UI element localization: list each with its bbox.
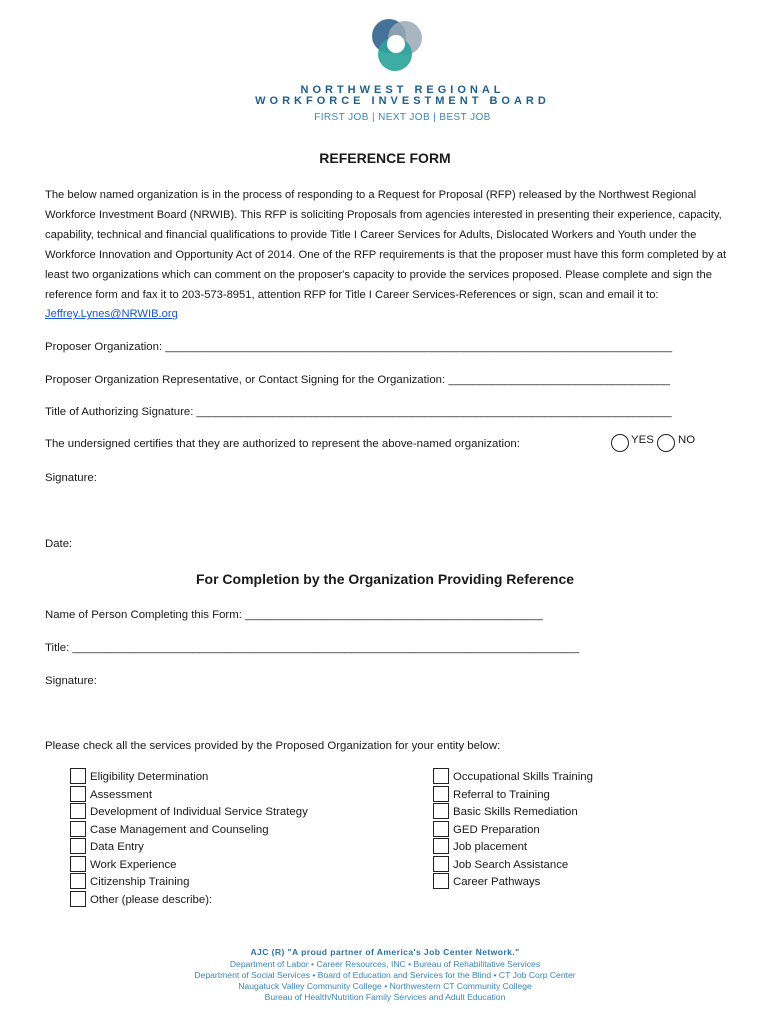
service-label: Citizenship Training <box>90 876 190 888</box>
proposer-representative-field[interactable]: Proposer Organization Representative, or Contact Signing for the Organization: ___________________________________ <box>45 374 671 386</box>
yes-radio[interactable] <box>611 434 629 452</box>
nrwib-logo <box>365 14 427 76</box>
reference-signature-field[interactable]: Signature: <box>45 675 97 687</box>
checkbox[interactable] <box>433 821 449 837</box>
tagline: FIRST JOB | NEXT JOB | BEST JOB <box>314 112 491 123</box>
title-field[interactable]: Title: ________________________________________________________________________________ <box>45 642 580 654</box>
checkbox[interactable] <box>433 803 449 819</box>
service-label: Development of Individual Service Strategy <box>90 806 308 818</box>
proposer-organization-field[interactable]: Proposer Organization: ________________________________________________________________________________ <box>45 341 673 353</box>
section-title-reference: For Completion by the Organization Providing Reference <box>195 571 575 587</box>
checkbox[interactable] <box>433 838 449 854</box>
checkbox[interactable] <box>433 786 449 802</box>
service-label: Job Search Assistance <box>453 858 569 871</box>
service-label: Other (please describe): <box>90 893 213 906</box>
checkbox[interactable] <box>70 768 86 784</box>
yes-label: YES <box>631 434 654 446</box>
certify-statement: The undersigned certifies that they are authorized to represent the above-named organization: <box>45 438 520 450</box>
checkbox[interactable] <box>70 856 86 872</box>
proposer-signature-field[interactable]: Signature: <box>45 472 97 484</box>
org-name-line1: NORTHWEST REGIONAL <box>300 84 505 96</box>
checkbox[interactable] <box>70 803 86 819</box>
services-check-prompt: Please check all the services provided by the Proposed Organization for your entity below: <box>45 740 501 752</box>
title-authorizing-signature-field[interactable]: Title of Authorizing Signature: ___________________________________________________________________________ <box>45 406 672 418</box>
checkbox[interactable] <box>70 786 86 802</box>
service-label: Assessment <box>90 788 153 801</box>
service-label: Occupational Skills Training <box>453 771 593 783</box>
checkbox[interactable] <box>70 821 86 837</box>
footer-line: Bureau of Health/Nutrition Family Services and Adult Education <box>264 992 506 1002</box>
service-label: Eligibility Determination <box>90 771 209 783</box>
date-field[interactable]: Date: <box>45 538 73 550</box>
footer-line: Department of Labor • Career Resources, INC • Bureau of Rehabilitative Services <box>229 959 541 969</box>
org-name-line2: WORKFORCE INVESTMENT BOARD <box>255 95 550 107</box>
footer-line: Naugatuck Valley Community College • Northwestern CT Community College <box>238 981 532 991</box>
checkbox[interactable] <box>433 856 449 872</box>
checkbox[interactable] <box>70 891 86 907</box>
checkbox[interactable] <box>433 768 449 784</box>
form-title: REFERENCE FORM <box>319 150 451 166</box>
no-label: NO <box>678 434 696 446</box>
footer-title: AJC (R) "A proud partner of America's Job Center Network." <box>250 947 520 957</box>
service-label: Work Experience <box>90 858 177 871</box>
name-of-person-field[interactable]: Name of Person Completing this Form: _______________________________________________ <box>45 609 543 621</box>
service-label: Data Entry <box>90 841 144 853</box>
no-radio[interactable] <box>657 434 675 452</box>
intro-paragraph <box>45 186 730 325</box>
intro-text: The below named organization is in the process of responding to a Request for Proposal (RFP) released by the Northwest Regional Workforce Investment Board (NRWIB). This RFP is soliciting Proposals from agencies interested in presenting their experience, capacity, capability, technical and financial qualifications to provide Title I Career Services for Adults, Dislocated Workers and Youth under the Workforce Innovation and Opportunity Act of 2014. One of the RFP requirements is that the proposer must have this form completed by at least two organizations which can comment on the proposer's capacity to provide the services proposed. Please complete and sign the reference form and fax it to 203-573-8951, attention RFP for Title I Career Services-References or sign, scan and email it to: <box>45 189 727 301</box>
service-label: Basic Skills Remediation <box>453 806 578 818</box>
service-label: Case Management and Counseling <box>90 823 269 836</box>
service-label: Job placement <box>453 841 528 853</box>
checkbox[interactable] <box>70 838 86 854</box>
service-label: Career Pathways <box>453 876 541 888</box>
email-link[interactable]: Jeffrey.Lynes@NRWIB.org <box>45 308 178 321</box>
checkbox[interactable] <box>70 873 86 889</box>
service-label: GED Preparation <box>453 823 540 836</box>
checkbox[interactable] <box>433 873 449 889</box>
footer-line: Department of Social Services • Board of Education and Services for the Blind • CT Job Corp Center <box>194 970 576 980</box>
service-label: Referral to Training <box>453 788 550 801</box>
